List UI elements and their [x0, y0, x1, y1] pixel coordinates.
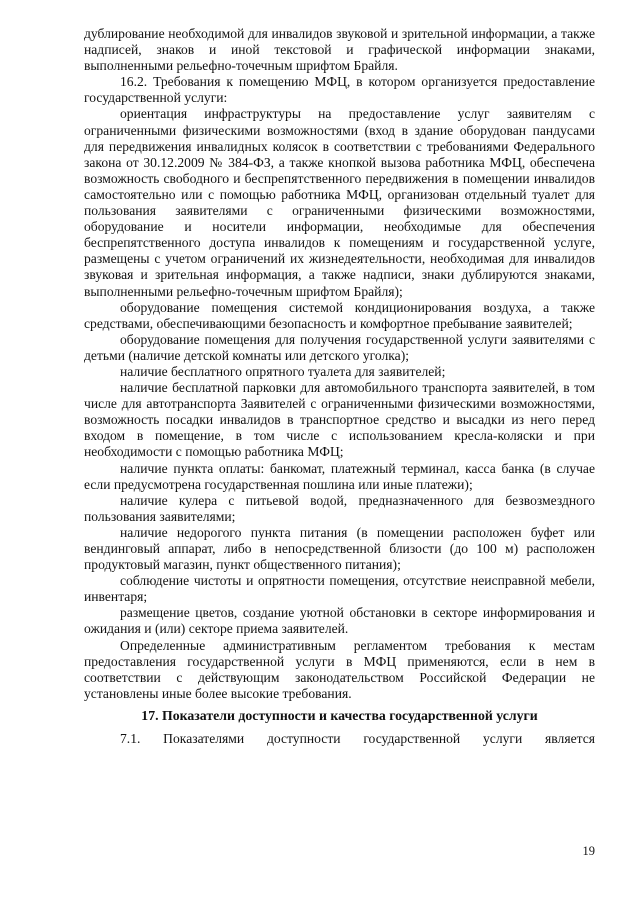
body-paragraph: Определенные административным регламентом требования к местам предоставления государственной услуги в МФЦ применяются, если в нем в соответствии с действующим законодательством Российской Федерации не установлены иные более высокие требования. [84, 637, 595, 701]
body-paragraph: дублирование необходимой для инвалидов звуковой и зрительной информации, а также надписей, знаков и иной текстовой и графической информации знаками, выполненными рельефно-точечным шрифтом Брайля. [84, 26, 595, 74]
paragraph-list [84, 26, 595, 702]
body-paragraph: оборудование помещения для получения государственной услуги заявителями с детьми (наличие детской комнаты или детского уголка); [84, 331, 595, 363]
body-paragraph: наличие бесплатного опрятного туалета для заявителей; [120, 363, 446, 379]
paragraph-after-heading: 7.1. Показателями доступности государственной услуги является [120, 730, 595, 746]
document-body [84, 26, 595, 747]
body-paragraph: наличие бесплатной парковки для автомобильного транспорта заявителей, в том числе для автотранспорта Заявителей с ограниченными физическими возможностями, возможность посадки инвалидов в транспортное средство и высадки из него перед входом в помещение, в том числе с использованием кресла-коляски и при необходимости с помощью работника МФЦ; [84, 380, 595, 460]
body-paragraph: 16.2. Требования к помещению МФЦ, в котором организуется предоставление государственной услуги: [84, 74, 595, 106]
section-heading: 17. Показатели доступности и качества государственной услуги [141, 707, 538, 723]
body-paragraph: оборудование помещения системой кондиционирования воздуха, а также средствами, обеспечивающими безопасность и комфортное пребывание заявителей; [84, 299, 595, 331]
body-paragraph: наличие недорогого пункта питания (в помещении расположен буфет или вендинговый аппарат, либо в непосредственной близости (до 100 м) расположен продуктовый магазин, пункт общественного питания); [84, 524, 595, 573]
body-paragraph: ориентация инфраструктуры на предоставление услуг заявителям с ограниченными физическими возможностями (вход в здание оборудован пандусами для передвижения инвалидных колясок в соответствии с требованиями Федерального закона от 30.12.2009 № 384-ФЗ, а также кнопкой вызова работника МФЦ, обеспечена возможность свободного и беспрепятственного передвижения в помещении инвалидов самостоятельно или с помощью работника МФЦ, организован отдельный туалет для пользования заявителями с ограниченными физическими возможностями, оборудование и носители информации, необходимые для обеспечения беспрепятственного доступа инвалидов к помещениям и государственной услуге, размещены с учетом ограничений их жизнедеятельности, необходимая для инвалидов звуковая и зрительная информация, а также надписи, знаки дублируются знаками, выполненными рельефно-точечным шрифтом Брайля); [84, 106, 595, 299]
body-paragraph: наличие пункта оплаты: банкомат, платежный терминал, касса банка (в случае если предусмотрена государственная пошлина или иные платежи); [84, 460, 595, 492]
body-paragraph: соблюдение чистоты и опрятности помещения, отсутствие неисправной мебели, инвентаря; [84, 573, 595, 605]
body-paragraph: размещение цветов, создание уютной обстановки в секторе информирования и ожидания и (или) секторе приема заявителей. [84, 605, 595, 637]
body-paragraph: наличие кулера с питьевой водой, предназначенного для безвозмездного пользования заявителями; [84, 492, 595, 524]
page-number: 19 [582, 844, 595, 858]
